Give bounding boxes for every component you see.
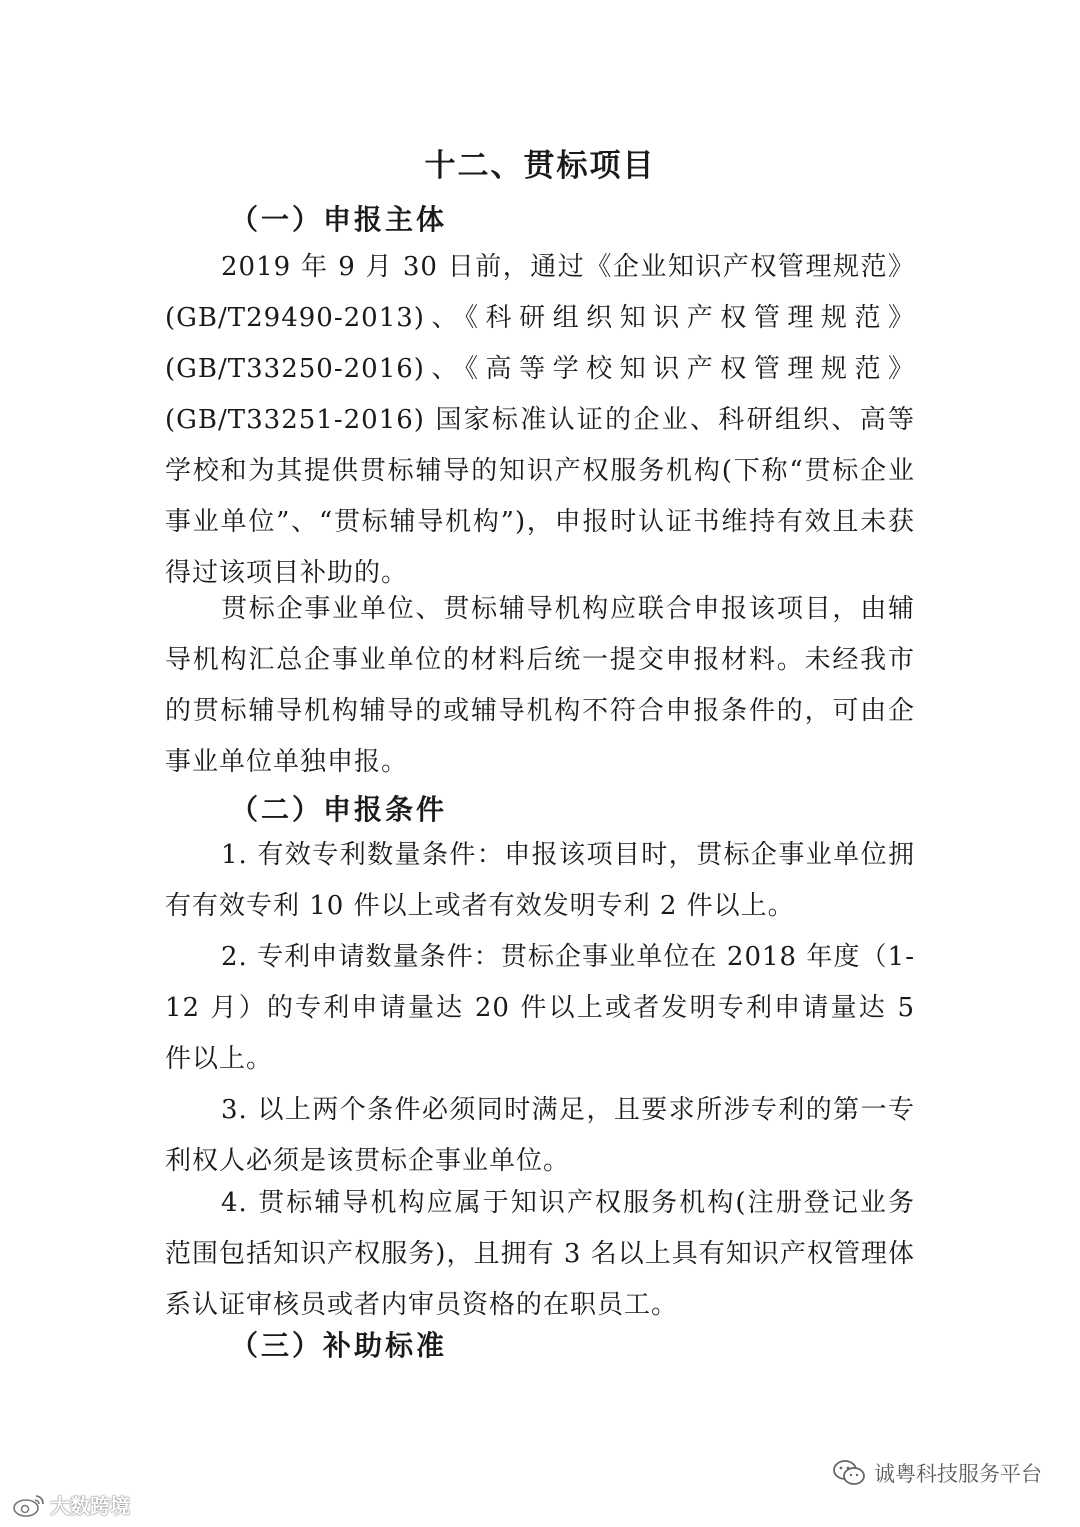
condition-item-2: 2. 专利申请数量条件：贯标企事业单位在 2018 年度（1-12 月）的专利申请量达 20 件以上或者发明专利申请量达 5 件以上。 <box>165 942 915 1074</box>
condition-item-3: 3. 以上两个条件必须同时满足，且要求所涉专利的第一专利权人必须是该贯标企事业单位。 <box>165 1095 915 1176</box>
wechat-icon <box>832 1459 866 1487</box>
weibo-watermark <box>12 1490 130 1519</box>
section-heading-subsidy: （三）补助标准 <box>230 1329 448 1362</box>
wechat-watermark <box>832 1458 1042 1488</box>
wechat-watermark-label: 诚粤科技服务平台 <box>874 1462 1042 1486</box>
weibo-icon <box>12 1492 46 1518</box>
paragraph-applicant-scope: 2019 年 9 月 30 日前，通过《企业知识产权管理规范》(GB/T29490-2013)、《科研组织知识产权管理规范》(GB/T33250-2016)、《高等学校知识产权管理规范》(GB/T33251-2016) 国家标准认证的企业、科研组织、高等学校和为其提供贯标辅导的知识产权服务机构(下称“贯标企业事业单位”、“贯标辅导机构”)，申报时认证书维持有效且未获得过该项目补助的。 <box>165 252 915 588</box>
condition-item-4: 4. 贯标辅导机构应属于知识产权服务机构(注册登记业务范围包括知识产权服务)，且拥有 3 名以上具有知识产权管理体系认证审核员或者内审员资格的在职员工。 <box>165 1188 915 1320</box>
document-title: 十二、贯标项目 <box>424 148 656 184</box>
condition-item-1: 1. 有效专利数量条件：申报该项目时，贯标企事业单位拥有有效专利 10 件以上或者有效发明专利 2 件以上。 <box>165 840 915 921</box>
section-heading-applicant: （一）申报主体 <box>230 203 448 236</box>
weibo-watermark-label: 大数跨境 <box>50 1494 130 1518</box>
section-heading-conditions: （二）申报条件 <box>230 793 448 826</box>
paragraph-joint-application: 贯标企事业单位、贯标辅导机构应联合申报该项目，由辅导机构汇总企事业单位的材料后统一提交申报材料。未经我市的贯标辅导机构辅导的或辅导机构不符合申报条件的，可由企事业单位单独申报。 <box>165 594 915 777</box>
